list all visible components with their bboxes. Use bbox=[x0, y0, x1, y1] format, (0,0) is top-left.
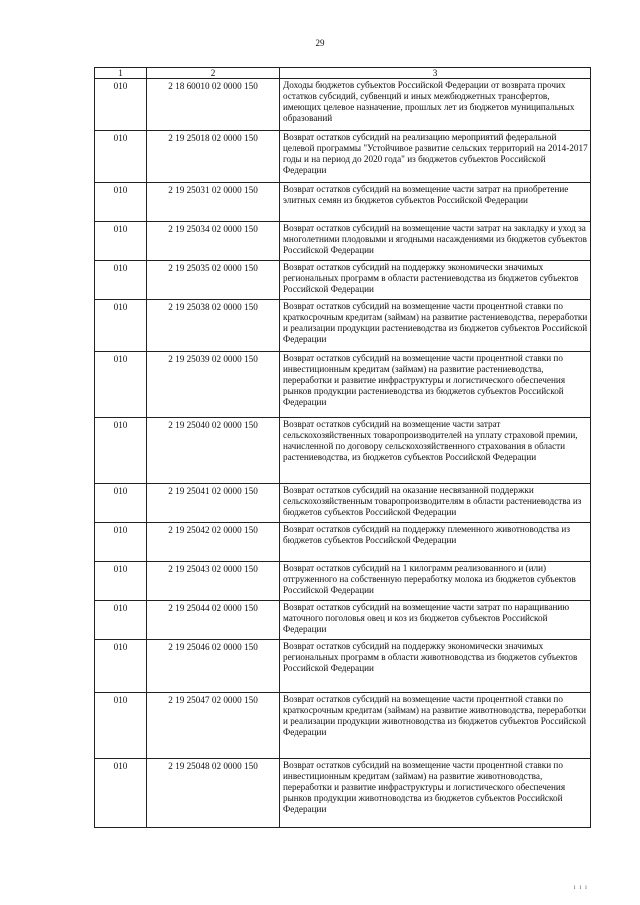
table-row bbox=[95, 183, 591, 222]
budget-classification-code-cell: 2 19 25043 02 0000 150 bbox=[147, 562, 280, 601]
column-header-3: 3 bbox=[280, 68, 591, 79]
admin-code-cell: 010 bbox=[95, 300, 147, 352]
admin-code-cell: 010 bbox=[95, 79, 147, 131]
admin-code-cell: 010 bbox=[95, 484, 147, 523]
revenue-name-cell: Возврат остатков субсидий на возмещение части процентной ставки по краткосрочным кредитам (займам) на развитие растениеводства, переработки и реализации продукции растениеводства из бюджетов субъектов Российской Федерации bbox=[280, 300, 591, 352]
table-row bbox=[95, 562, 591, 601]
budget-classification-code-cell: 2 19 25039 02 0000 150 bbox=[147, 352, 280, 418]
table-row bbox=[95, 300, 591, 352]
table-row bbox=[95, 418, 591, 484]
revenue-name-cell: Возврат остатков субсидий на возмещение части затрат на приобретение элитных семян из бюджетов субъектов Российской Федерации bbox=[280, 183, 591, 222]
table-row bbox=[95, 759, 591, 828]
revenue-name-cell: Возврат остатков субсидий на возмещение части затрат сельскохозяйственных товаропроизводителей на уплату страховой премии, начисленной по договору сельскохозяйственного страхования в области растениеводства, из бюджетов субъектов Российской Федерации bbox=[280, 418, 591, 484]
table-row bbox=[95, 222, 591, 261]
admin-code-cell: 010 bbox=[95, 640, 147, 693]
budget-classification-code-cell: 2 19 25034 02 0000 150 bbox=[147, 222, 280, 261]
table-row bbox=[95, 640, 591, 693]
budget-classification-code-cell: 2 19 25040 02 0000 150 bbox=[147, 418, 280, 484]
admin-code-cell: 010 bbox=[95, 222, 147, 261]
admin-code-cell: 010 bbox=[95, 131, 147, 183]
revenue-name-cell: Возврат остатков субсидий на 1 килограмм реализованного и (или) отгруженного на собственную переработку молока из бюджетов субъектов Российской Федерации bbox=[280, 562, 591, 601]
budget-classification-code-cell: 2 19 25031 02 0000 150 bbox=[147, 183, 280, 222]
table-row bbox=[95, 693, 591, 759]
admin-code-cell: 010 bbox=[95, 261, 147, 300]
admin-code-cell: 010 bbox=[95, 183, 147, 222]
admin-code-cell: 010 bbox=[95, 523, 147, 562]
revenue-name-cell: Возврат остатков субсидий на реализацию мероприятий федеральной целевой программы "Устойчивое развитие сельских территорий на 2014-2017 годы и на период до 2020 года" из бюджетов субъектов Российской Федерации bbox=[280, 131, 591, 183]
column-header-2: 2 bbox=[147, 68, 280, 79]
admin-code-cell: 010 bbox=[95, 562, 147, 601]
table-row bbox=[95, 79, 591, 131]
budget-classification-code-cell: 2 19 25044 02 0000 150 bbox=[147, 601, 280, 640]
admin-code-cell: 010 bbox=[95, 693, 147, 759]
revenue-name-cell: Возврат остатков субсидий на возмещение части затрат по наращиванию маточного поголовья овец и коз из бюджетов субъектов Российской Федерации bbox=[280, 601, 591, 640]
revenue-name-cell: Возврат остатков субсидий на поддержку экономически значимых региональных программ в области растениеводства из бюджетов субъектов Российской Федерации bbox=[280, 261, 591, 300]
admin-code-cell: 010 bbox=[95, 601, 147, 640]
budget-classification-code-cell: 2 19 25048 02 0000 150 bbox=[147, 759, 280, 828]
budget-classification-code-cell: 2 19 25035 02 0000 150 bbox=[147, 261, 280, 300]
admin-code-cell: 010 bbox=[95, 759, 147, 828]
table-header-row bbox=[95, 68, 591, 79]
table-row bbox=[95, 523, 591, 562]
revenue-name-cell: Возврат остатков субсидий на поддержку племенного животноводства из бюджетов субъектов Российской Федерации bbox=[280, 523, 591, 562]
revenue-codes-table bbox=[94, 67, 591, 828]
table-body bbox=[95, 79, 591, 828]
admin-code-cell: 010 bbox=[95, 352, 147, 418]
column-header-1: 1 bbox=[95, 68, 147, 79]
budget-classification-code-cell: 2 19 25046 02 0000 150 bbox=[147, 640, 280, 693]
budget-classification-code-cell: 2 18 60010 02 0000 150 bbox=[147, 79, 280, 131]
page-number: 29 bbox=[315, 38, 325, 48]
table-row bbox=[95, 131, 591, 183]
revenue-name-cell: Возврат остатков субсидий на возмещение части затрат на закладку и уход за многолетними плодовыми и ягодными насаждениями из бюджетов субъектов Российской Федерации bbox=[280, 222, 591, 261]
table-row bbox=[95, 261, 591, 300]
budget-classification-code-cell: 2 19 25038 02 0000 150 bbox=[147, 300, 280, 352]
revenue-name-cell: Возврат остатков субсидий на поддержку экономически значимых региональных программ в области животноводства из бюджетов субъектов Российской Федерации bbox=[280, 640, 591, 693]
revenue-name-cell: Возврат остатков субсидий на возмещение части процентной ставки по инвестиционным кредитам (займам) на развитие животноводства, переработки и развитие инфраструктуры и логистического обеспечения рынков продукции животноводства из бюджетов субъектов Российской Федерации bbox=[280, 759, 591, 828]
revenue-name-cell: Доходы бюджетов субъектов Российской Федерации от возврата прочих остатков субсидий, субвенций и иных межбюджетных трансфертов, имеющих целевое назначение, прошлых лет из бюджетов муниципальных образований bbox=[280, 79, 591, 131]
revenue-name-cell: Возврат остатков субсидий на возмещение части процентной ставки по инвестиционным кредитам (займам) на развитие растениеводства, переработки и развитие инфраструктуры и логистического обеспечения рынков продукции растениеводства из бюджетов субъектов Российской Федерации bbox=[280, 352, 591, 418]
corner-mark: ı ı ı bbox=[573, 883, 588, 891]
budget-classification-code-cell: 2 19 25041 02 0000 150 bbox=[147, 484, 280, 523]
budget-classification-code-cell: 2 19 25042 02 0000 150 bbox=[147, 523, 280, 562]
admin-code-cell: 010 bbox=[95, 418, 147, 484]
budget-classification-code-cell: 2 19 25018 02 0000 150 bbox=[147, 131, 280, 183]
table-row bbox=[95, 484, 591, 523]
revenue-name-cell: Возврат остатков субсидий на возмещение части процентной ставки по краткосрочным кредитам (займам) на развитие животноводства, переработки и реализации продукции животноводства из бюджетов субъектов Российской Федерации bbox=[280, 693, 591, 759]
table-row bbox=[95, 352, 591, 418]
table-row bbox=[95, 601, 591, 640]
revenue-name-cell: Возврат остатков субсидий на оказание несвязанной поддержки сельскохозяйственным товаропроизводителям в области растениеводства из бюджетов субъектов Российской Федерации bbox=[280, 484, 591, 523]
budget-classification-code-cell: 2 19 25047 02 0000 150 bbox=[147, 693, 280, 759]
